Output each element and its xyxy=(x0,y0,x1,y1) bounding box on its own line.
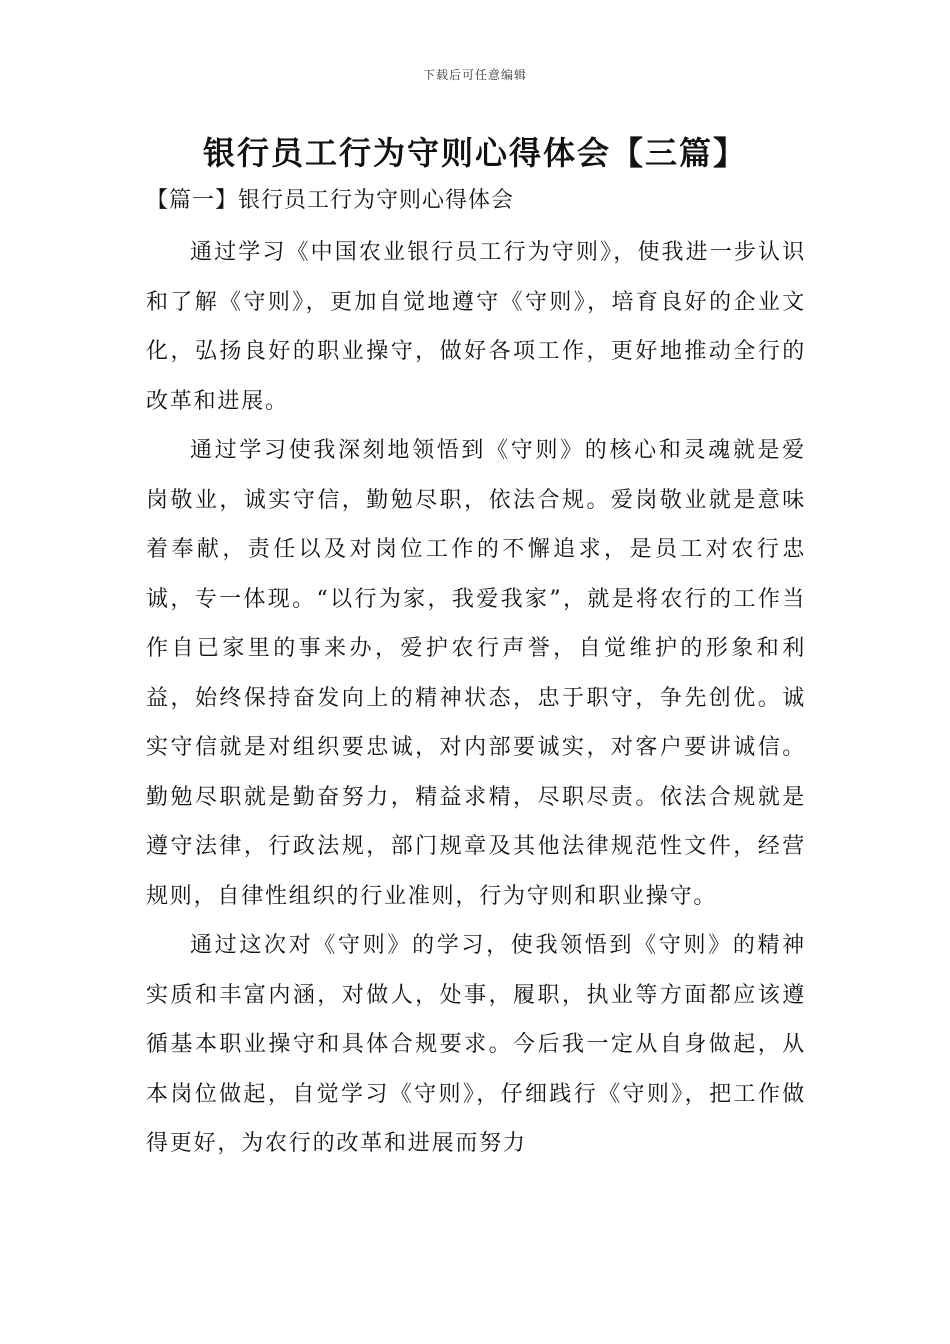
paragraph: 通过学习《中国农业银行员工行为守则》，使我进一步认识和了解《守则》，更加自觉地遵守《守则》，培育良好的企业文化，弘扬良好的职业操守，做好各项工作，更好地推动全行的改革和进展。 xyxy=(146,240,806,414)
paragraph: 通过学习使我深刻地领悟到《守则》的核心和灵魂就是爱岗敬业，诚实守信，勤勉尽职，依法合规。爱岗敬业就是意味着奉献，责任以及对岗位工作的不懈追求，是员工对农行忠诚，专一体现。“以行为家，我爱我家”，就是将农行的工作当作自已家里的事来办，爱护农行声誉，自觉维护的形象和利益，始终保持奋发向上的精神状态，忠于职守，争先创优。诚实守信就是对组织要忠诚，对内部要诚实，对客户要讲诚信。勤勉尽职就是勤奋努力，精益求精，尽职尽责。依法合规就是遵守法律，行政法规，部门规章及其他法律规范性文件，经营规则，自律性组织的行业准则，行为守则和职业操守。 xyxy=(146,438,806,909)
document-body xyxy=(146,228,806,1169)
document-title: 银行员工行为守则心得体会【三篇】 xyxy=(202,134,747,172)
section-heading: 【篇一】银行员工行为守则心得体会 xyxy=(146,188,515,213)
paragraph: 通过这次对《守则》的学习，使我领悟到《守则》的精神实质和丰富内涵，对做人，处事，履职，执业等方面都应该遵循基本职业操守和具体合规要求。今后我一定从自身做起，从本岗位做起，自觉学习《守则》，仔细践行《守则》，把工作做得更好，为农行的改革和进展而努力 xyxy=(146,933,806,1156)
header-note: 下载后可任意编辑 xyxy=(422,68,527,82)
